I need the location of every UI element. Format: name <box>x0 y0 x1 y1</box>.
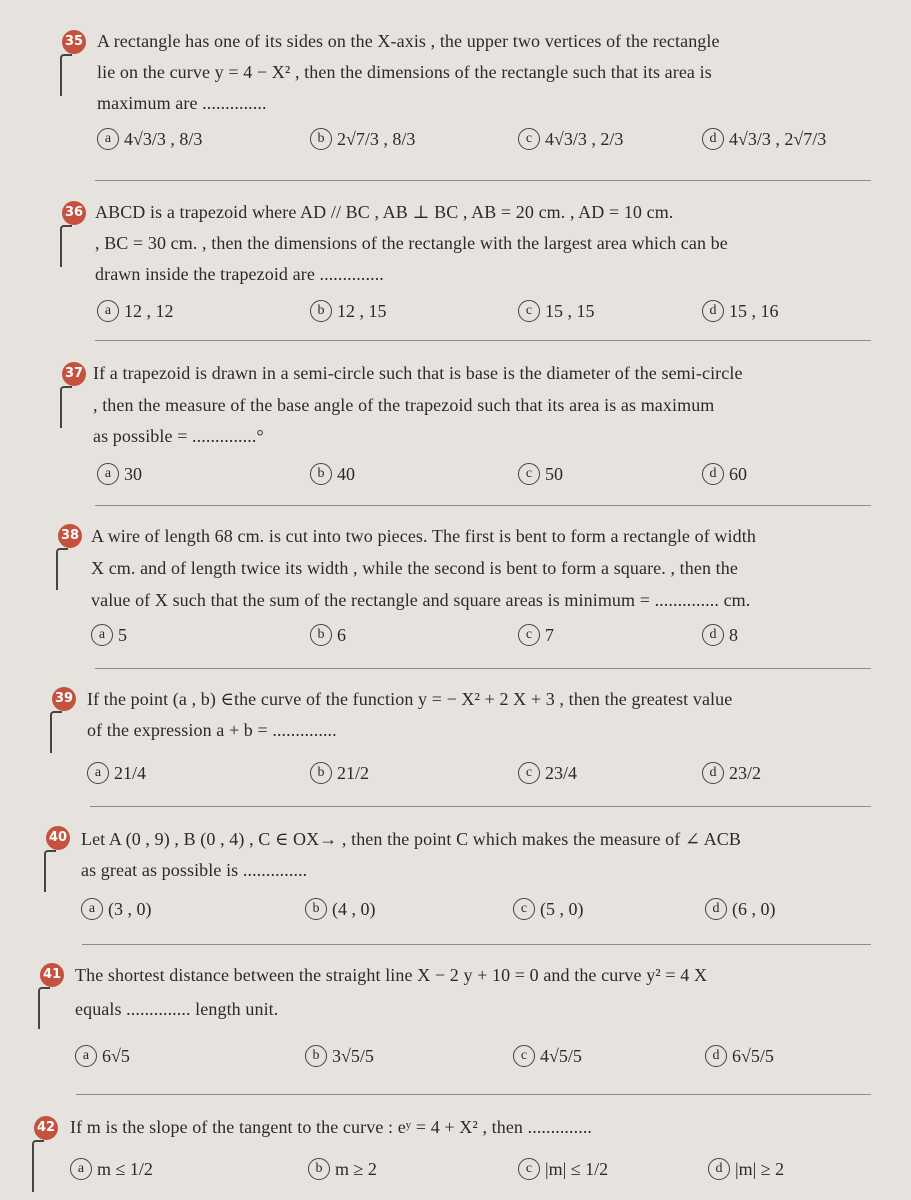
option-a[interactable] <box>91 624 127 646</box>
option-letter: c <box>518 624 540 646</box>
option-c[interactable] <box>518 128 623 150</box>
option-a[interactable] <box>75 1045 130 1067</box>
question-number: 35 <box>62 30 86 54</box>
question-text-line: If m is the slope of the tangent to the curve : eʸ = 4 + X² , then .............. <box>70 1117 593 1137</box>
option-letter: b <box>310 762 332 784</box>
option-letter: c <box>518 128 540 150</box>
option-c[interactable] <box>513 898 584 920</box>
option-text: 6√5/5 <box>732 1045 774 1066</box>
question-text-line: If a trapezoid is drawn in a semi-circle such that is base is the diameter of the semi-circle <box>93 363 743 383</box>
question-text-line: of the expression a + b = .............. <box>87 720 337 740</box>
option-b[interactable] <box>310 300 387 322</box>
question-number: 40 <box>46 826 70 850</box>
option-d[interactable] <box>702 463 747 485</box>
option-text: 3√5/5 <box>332 1045 374 1066</box>
option-letter: d <box>708 1158 730 1180</box>
option-letter: a <box>97 463 119 485</box>
question-number: 37 <box>62 362 86 386</box>
option-a[interactable] <box>70 1158 153 1180</box>
option-letter: b <box>308 1158 330 1180</box>
bracket-marker <box>60 225 72 267</box>
option-d[interactable] <box>708 1158 784 1180</box>
option-letter: b <box>305 1045 327 1067</box>
option-a[interactable] <box>97 300 174 322</box>
option-b[interactable] <box>310 624 346 646</box>
question-text-line: A wire of length 68 cm. is cut into two pieces. The first is bent to form a rectangle of width <box>91 526 756 546</box>
option-text: 50 <box>545 463 563 484</box>
option-a[interactable] <box>87 762 146 784</box>
divider <box>95 505 871 506</box>
option-text: 30 <box>124 463 142 484</box>
option-d[interactable] <box>702 128 826 150</box>
option-text: 8 <box>729 624 738 645</box>
question-number: 36 <box>62 201 86 225</box>
option-text: 21/2 <box>337 762 370 783</box>
divider <box>82 944 871 945</box>
option-letter: b <box>310 300 332 322</box>
option-text: 12 , 12 <box>124 300 174 321</box>
question-number: 42 <box>34 1116 58 1140</box>
bracket-marker <box>56 548 68 590</box>
option-c[interactable] <box>518 762 577 784</box>
option-letter: d <box>702 300 724 322</box>
option-letter: c <box>513 1045 535 1067</box>
option-text: |m| ≥ 2 <box>735 1158 785 1179</box>
option-letter: b <box>310 624 332 646</box>
bracket-marker <box>50 711 62 753</box>
option-d[interactable] <box>702 300 779 322</box>
option-c[interactable] <box>518 463 563 485</box>
option-letter: c <box>513 898 535 920</box>
question-text-line: value of X such that the sum of the rectangle and square areas is minimum = .............. cm. <box>91 590 751 610</box>
question-number: 41 <box>40 963 64 987</box>
question-text-line: as great as possible is .............. <box>81 860 308 880</box>
question-text-line: A rectangle has one of its sides on the X-axis , the upper two vertices of the rectangle <box>97 31 720 51</box>
option-text: 21/4 <box>114 762 147 783</box>
divider <box>76 1094 871 1095</box>
option-c[interactable] <box>518 1158 608 1180</box>
option-text: 2√7/3 , 8/3 <box>337 128 416 149</box>
question-number: 38 <box>58 524 82 548</box>
option-letter: d <box>705 898 727 920</box>
question-text-line: If the point (a , b) ∈the curve of the function y = − X² + 2 X + 3 , then the greatest value <box>87 689 733 709</box>
option-text: 4√5/5 <box>540 1045 582 1066</box>
option-text: 5 <box>118 624 127 645</box>
option-d[interactable] <box>705 1045 774 1067</box>
option-letter: c <box>518 762 540 784</box>
option-text: (6 , 0) <box>732 898 776 919</box>
divider <box>95 340 871 341</box>
option-b[interactable] <box>305 1045 374 1067</box>
option-text: 4√3/3 , 2√7/3 <box>729 128 827 149</box>
option-text: 6 <box>337 624 346 645</box>
question-text-line: , then the measure of the base angle of the trapezoid such that its area is as maximum <box>93 395 715 415</box>
option-letter: a <box>75 1045 97 1067</box>
option-text: 60 <box>729 463 747 484</box>
divider <box>95 668 871 669</box>
option-c[interactable] <box>518 300 595 322</box>
option-letter: d <box>702 463 724 485</box>
option-letter: d <box>702 624 724 646</box>
option-text: 6√5 <box>102 1045 130 1066</box>
bracket-marker <box>60 386 72 428</box>
question-text-line: equals .............. length unit. <box>75 999 279 1019</box>
question-text-line: drawn inside the trapezoid are .............. <box>95 264 384 284</box>
option-text: 7 <box>545 624 554 645</box>
option-text: 40 <box>337 463 355 484</box>
option-letter: a <box>70 1158 92 1180</box>
option-text: |m| ≤ 1/2 <box>545 1158 609 1179</box>
option-text: 4√3/3 , 8/3 <box>124 128 203 149</box>
option-letter: c <box>518 463 540 485</box>
option-b[interactable] <box>310 762 369 784</box>
question-text-line: as possible = ..............° <box>93 426 264 446</box>
option-text: (4 , 0) <box>332 898 376 919</box>
option-letter: b <box>310 128 332 150</box>
option-a[interactable] <box>97 463 142 485</box>
bracket-marker <box>32 1140 44 1192</box>
option-text: m ≤ 1/2 <box>97 1158 153 1179</box>
option-text: 23/4 <box>545 762 578 783</box>
bracket-marker <box>44 850 56 892</box>
question-text-line: , BC = 30 cm. , then the dimensions of the rectangle with the largest area which can be <box>95 233 728 253</box>
option-letter: a <box>97 300 119 322</box>
option-letter: d <box>702 128 724 150</box>
question-number: 39 <box>52 687 76 711</box>
question-text-line: X cm. and of length twice its width , while the second is bent to form a square. , then the <box>91 558 738 578</box>
option-letter: a <box>81 898 103 920</box>
question-text-line: maximum are .............. <box>97 93 267 113</box>
option-letter: c <box>518 300 540 322</box>
option-d[interactable] <box>702 624 738 646</box>
option-letter: a <box>91 624 113 646</box>
option-b[interactable] <box>310 463 355 485</box>
option-text: 23/2 <box>729 762 762 783</box>
option-b[interactable] <box>310 128 415 150</box>
option-text: m ≥ 2 <box>335 1158 377 1179</box>
question-text-line: ABCD is a trapezoid where AD // BC , AB ⊥ BC , AB = 20 cm. , AD = 10 cm. <box>95 202 674 222</box>
option-text: 15 , 15 <box>545 300 595 321</box>
option-letter: d <box>702 762 724 784</box>
divider <box>95 180 871 181</box>
option-d[interactable] <box>702 762 761 784</box>
option-text: (3 , 0) <box>108 898 152 919</box>
option-text: (5 , 0) <box>540 898 584 919</box>
option-letter: a <box>97 128 119 150</box>
option-letter: b <box>305 898 327 920</box>
option-c[interactable] <box>513 1045 582 1067</box>
option-text: 12 , 15 <box>337 300 387 321</box>
option-text: 15 , 16 <box>729 300 779 321</box>
question-text-line: Let A (0 , 9) , B (0 , 4) , C ∈ OX→ , then the point C which makes the measure of ∠ ACB <box>81 829 742 849</box>
option-letter: d <box>705 1045 727 1067</box>
question-text-line: The shortest distance between the straight line X − 2 y + 10 = 0 and the curve y² = 4 X <box>75 965 708 985</box>
bracket-marker <box>60 54 72 96</box>
question-text-line: lie on the curve y = 4 − X² , then the dimensions of the rectangle such that its area is <box>97 62 712 82</box>
option-letter: b <box>310 463 332 485</box>
option-d[interactable] <box>705 898 776 920</box>
option-c[interactable] <box>518 624 554 646</box>
option-letter: a <box>87 762 109 784</box>
option-b[interactable] <box>308 1158 377 1180</box>
divider <box>90 806 871 807</box>
option-a[interactable] <box>81 898 152 920</box>
option-b[interactable] <box>305 898 376 920</box>
option-a[interactable] <box>97 128 202 150</box>
bracket-marker <box>38 987 50 1029</box>
option-text: 4√3/3 , 2/3 <box>545 128 624 149</box>
option-letter: c <box>518 1158 540 1180</box>
